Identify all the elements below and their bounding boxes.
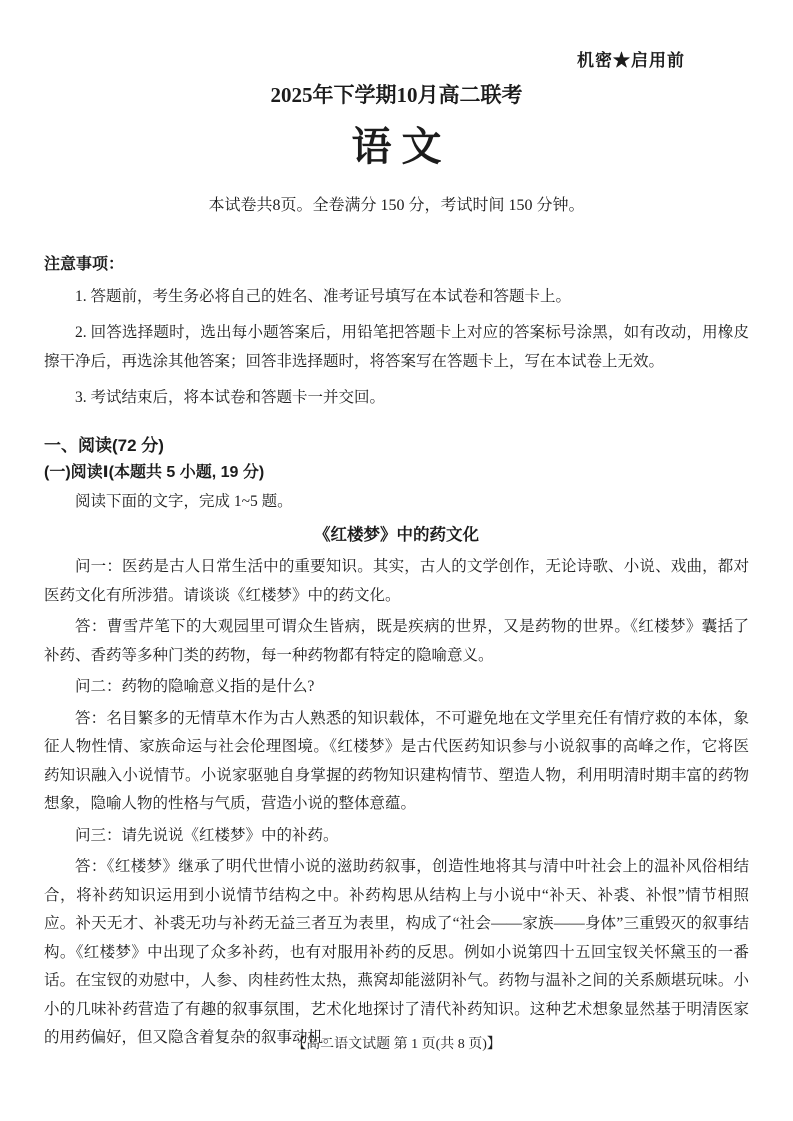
reading-section — [44, 434, 749, 1053]
passage-paragraph-a3: 答：《红楼梦》继承了明代世情小说的滋助药叙事，创造性地将其与清中叶社会上的温补风俗相结合，将补药知识运用到小说情节结构之中。补药构思从结构上与小说中“补天、补裘、补恨”情节相照应。补天无才、补裘无功与补药无益三者互为表里，构成了“社会——家族——身体”三重毁灭的叙事结构。《红楼梦》中出现了众多补药，也有对服用补药的反思。例如小说第四十五回宝钗关怀黛玉的一番话。在宝钗的劝慰中，人参、肉桂药性太热，燕窝却能滋阴补气。药物与温补之间的关系颇堪玩味。小小的几味补药营造了有趣的叙事氛围，艺术化地探讨了清代补药知识。这种艺术想象显然基于明清医家的用药偏好，但又隐含着复杂的叙事动机。 — [44, 858, 749, 1046]
subject-title: 语文 — [351, 124, 452, 169]
subsection-heading-reading-1: (一)阅读Ⅰ(本题共 5 小题, 19 分) — [44, 464, 265, 481]
passage-paragraph-q3: 问三：请先说说《红楼梦》中的补药。 — [75, 826, 339, 844]
passage-paragraph-q1: 问一：医药是古人日常生活中的重要知识。其实，古人的文学创作，无论诗歌、小说、戏曲，都对医药文化有所涉猎。请谈谈《红楼梦》中的药文化。 — [44, 558, 749, 604]
notice-item-2: 2. 回答选择题时，选出每小题答案后，用铅笔把答题卡上对应的答案标号涂黑，如有改动，用橡皮擦干净后，再选涂其他答案；回答非选择题时，将答案写在答题卡上，写在本试卷上无效。 — [44, 324, 749, 370]
notice-title: 注意事项： — [44, 256, 125, 273]
reading-instruction: 阅读下面的文字，完成 1~5 题。 — [75, 493, 293, 510]
page-footer: 【高二语文试题 第 1 页(共 8 页)】 — [292, 1037, 501, 1052]
passage-title: 《红楼梦》中的药文化 — [314, 526, 479, 544]
passage-paragraph-a1: 答：曹雪芹笔下的大观园里可谓众生皆病，既是疾病的世界，又是药物的世界。《红楼梦》囊括了补药、香药等多种门类的药物，每一种药物都有特定的隐喻意义。 — [44, 618, 749, 664]
notice-section — [44, 254, 749, 412]
passage-paragraph-q2: 问二：药物的隐喻意义指的是什么? — [75, 678, 315, 695]
notice-item-1: 1. 答题前，考生务必将自己的姓名、准考证号填写在本试卷和答题卡上。 — [75, 288, 572, 305]
exam-info-line: 本试卷共8页。全卷满分 150 分，考试时间 150 分钟。 — [208, 197, 585, 214]
classification-label: 机密★启用前 — [577, 51, 685, 70]
exam-title: 2025年下学期10月高二联考 — [270, 83, 523, 107]
passage-paragraph-a2: 答：名目繁多的无情草木作为古人熟悉的知识载体，不可避免地在文学里充任有情疗救的本体，象征人物性情、家族命运与社会伦理图境。《红楼梦》是古代医药知识参与小说叙事的高峰之作，它将医药知识融入小说情节。小说家驱驰自身掌握的药物知识建构情节、塑造人物，利用明清时期丰富的药物想象，隐喻人物的性格与气质，营造小说的整体意蕴。 — [44, 709, 749, 812]
section-heading-reading: 一、阅读(72 分) — [44, 436, 164, 455]
notice-item-3: 3. 考试结束后，将本试卷和答题卡一并交回。 — [75, 389, 386, 406]
